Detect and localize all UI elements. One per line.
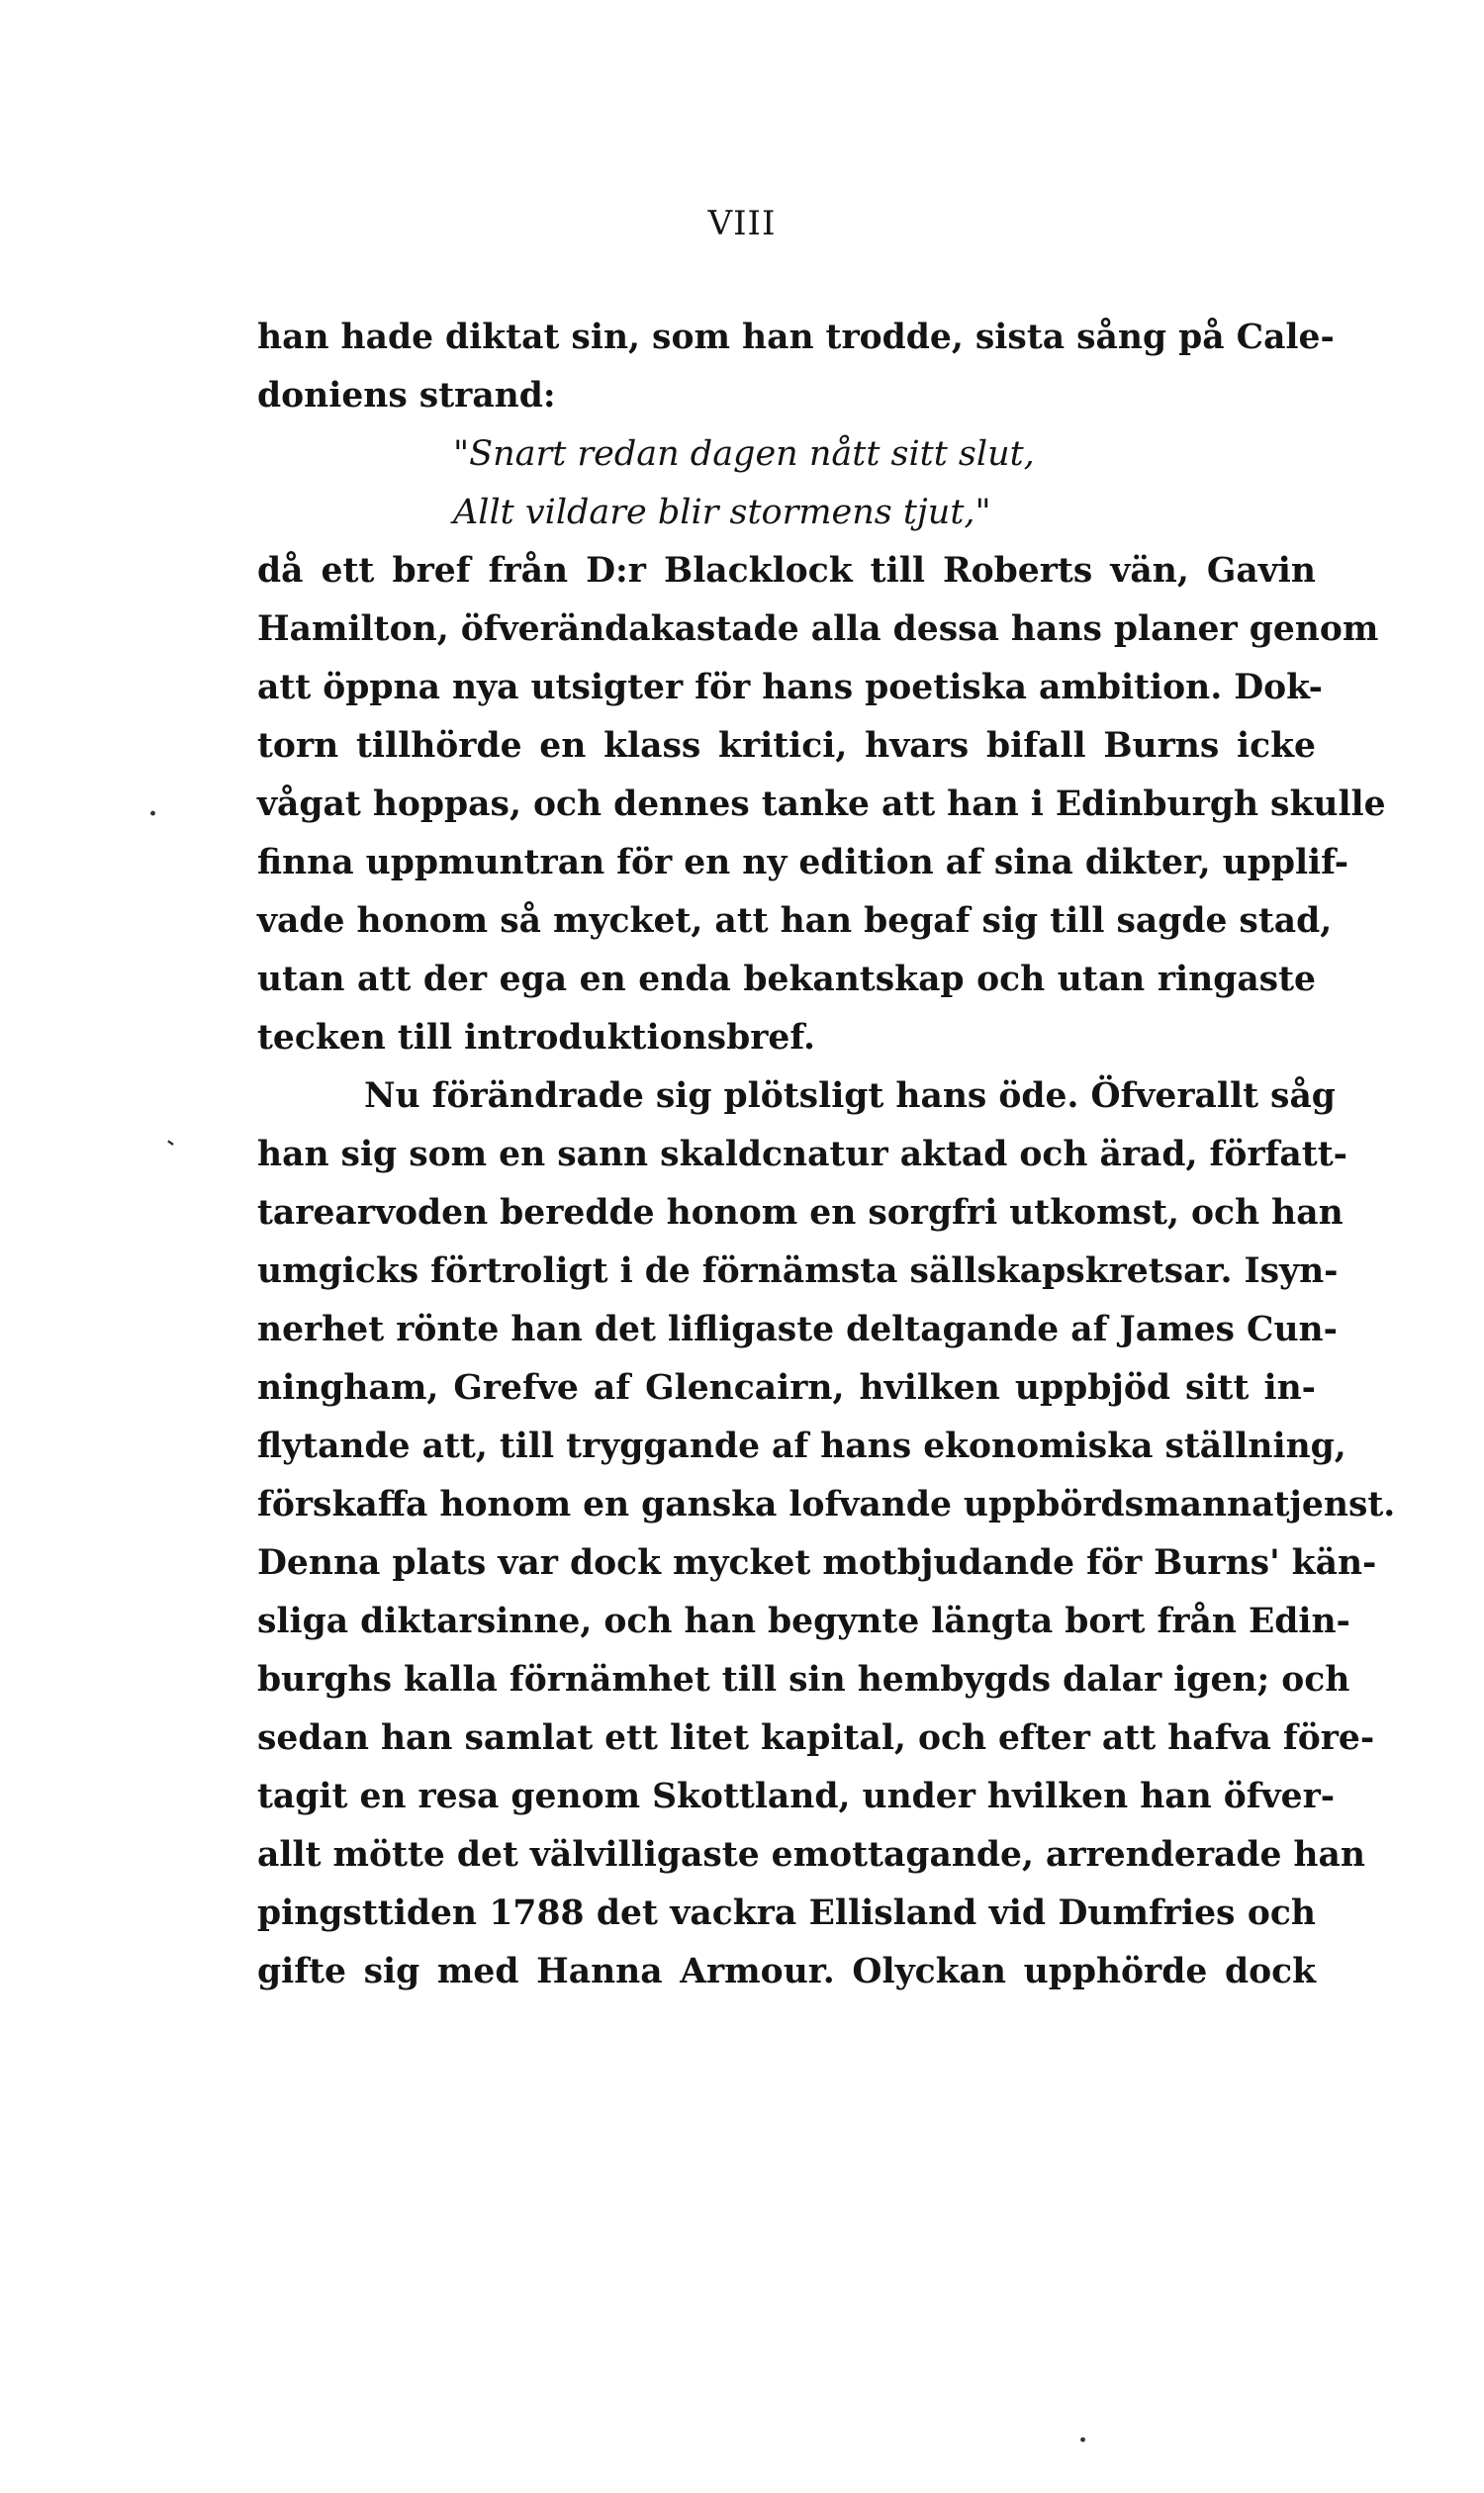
text-line: då ett bref från D:r Blacklock till Roberts vän, Gavin	[257, 551, 1316, 591]
text-line: han hade diktat sin, som han trodde, sista sång på Cale-	[257, 318, 1335, 357]
scan-speck: ˗	[158, 1127, 184, 1158]
text-line: att öppna nya utsigter för hans poetiska ambition. Dok-	[257, 668, 1323, 707]
text-line: umgicks förtroligt i de förnämsta sällskapskretsar. Isyn-	[257, 1251, 1339, 1291]
text-line: sliga diktarsinne, och han begynte längta bort från Edin-	[257, 1602, 1350, 1641]
text-line: burghs kalla förnämhet till sin hembygds dalar igen; och	[257, 1660, 1350, 1700]
text-line: doniens strand:	[257, 376, 556, 416]
text-line: Denna plats var dock mycket motbjudande för Burns' kän-	[257, 1543, 1377, 1583]
text-line: sedan han samlat ett litet kapital, och efter att hafva före-	[257, 1718, 1375, 1758]
text-line: han sig som en sann skaldcnatur aktad och ärad, författ-	[257, 1135, 1347, 1174]
scan-speck: ·	[148, 799, 158, 829]
text-line: flytande att, till tryggande af hans ekonomiska ställning,	[257, 1427, 1346, 1466]
text-line: tarearvoden beredde honom en sorgfri utkomst, och han	[257, 1193, 1344, 1233]
text-line: ningham, Grefve af Glencairn, hvilken uppbjöd sitt in-	[257, 1368, 1316, 1408]
body-text	[257, 309, 1396, 2001]
verse-line: Allt vildare blir stormens tjut,"	[453, 493, 991, 532]
text-line: gifte sig med Hanna Armour. Olyckan upphörde dock	[257, 1952, 1316, 1991]
text-line: utan att der ega en enda bekantskap och utan ringaste	[257, 960, 1316, 999]
text-line: pingsttiden 1788 det vackra Ellisland vid Dumfries och	[257, 1893, 1316, 1933]
text-line: torn tillhörde en klass kritici, hvars bifall Burns icke	[257, 726, 1316, 766]
text-line: förskaffa honom en ganska lofvande uppbördsmannatjenst.	[257, 1485, 1396, 1524]
scan-speck: ·	[1078, 2426, 1088, 2455]
text-line: nerhet rönte han det lifligaste deltagande af James Cun-	[257, 1310, 1338, 1349]
text-line: vågat hoppas, och dennes tanke att han i Edinburgh skulle	[257, 785, 1386, 824]
verse-line: "Snart redan dagen nått sitt slut,	[453, 434, 1035, 474]
text-line: tecken till introduktionsbref.	[257, 1018, 815, 1058]
text-line: vade honom så mycket, att han begaf sig till sagde stad,	[257, 901, 1333, 941]
text-line: tagit en resa genom Skottland, under hvilken han öfver-	[257, 1777, 1336, 1816]
paragraph-first-line: Nu förändrade sig plötsligt hans öde. Öfverallt såg	[364, 1076, 1336, 1116]
text-line: finna uppmuntran för en ny edition af sina dikter, upplif-	[257, 843, 1349, 882]
text-line: Hamilton, öfverändakastade alla dessa hans planer genom	[257, 609, 1379, 649]
text-line: allt mötte det välvilligaste emottagande, arrenderade han	[257, 1835, 1365, 1875]
page-number: VIII	[707, 204, 777, 243]
